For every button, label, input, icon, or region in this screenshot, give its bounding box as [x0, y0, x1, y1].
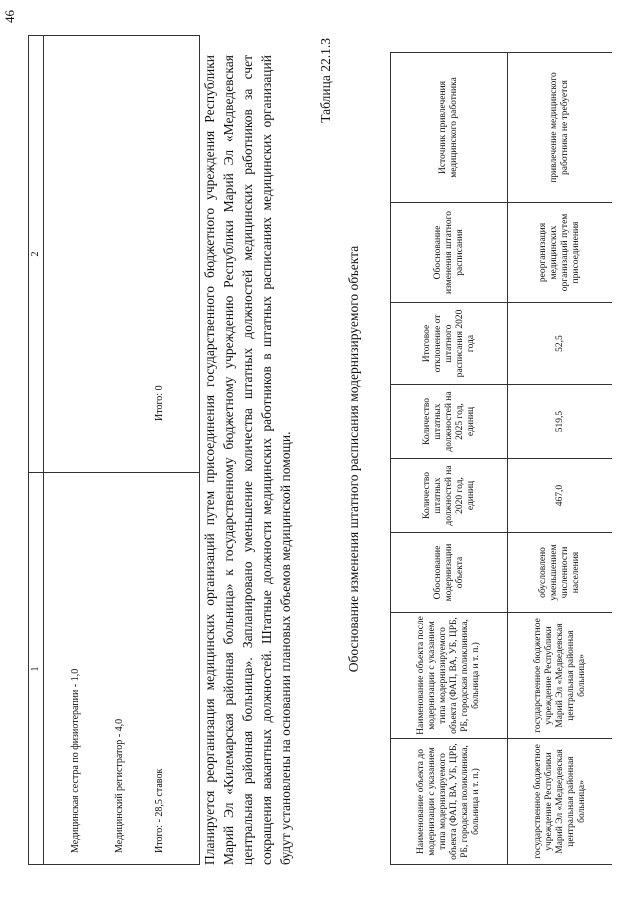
upper-table-column-divider	[28, 472, 200, 473]
body-paragraph: Планируется реорганизация медицинских организаций путем присоединения государственного бюджетного учреждения Республики Марий Эл «Килемарская районная больница» к государственному бюджетному учреждению Республики Марий Эл «Медведевская центральная районная больница». Запланировано уменьшение количества штатных должностей медицинских работников за счет сокращения вакантных должностей. Штатные должности медицинских работников в штатных расписаниях медицинских организаций будут установлены на основании плановых объемов медицинской помощи.	[202, 55, 293, 865]
header-positions-2025: Количество штатных должностей на 2025 год, единиц	[391, 385, 508, 459]
upper-table-border-left	[28, 864, 200, 865]
upper-table-col2-number: 2	[30, 251, 41, 257]
table-reference: Таблица 22.1.3	[318, 38, 333, 123]
upper-table-border-right	[28, 35, 200, 36]
cell-staffing-change-reason: реорганизация медицинских организаций путем присоединения	[508, 203, 613, 303]
header-modernization-reason: Обоснование модернизации объекта	[391, 533, 508, 613]
staffing-table	[390, 52, 612, 865]
upper-table-col1-number: 1	[30, 666, 41, 672]
cell-positions-2020: 467,0	[508, 459, 613, 533]
cell-positions-2025: 519,5	[508, 385, 613, 459]
upper-table-total: Итого: 0	[154, 385, 165, 421]
cell-object-before: государственное бюджетное учреждение Республики Марий Эл «Медведевская центральная районная больница»	[508, 739, 613, 865]
cell-worker-source: привлечение медицинского работника не требуется	[508, 53, 613, 203]
upper-table-line: Медицинская сестра по физиотерапии - 1,0	[70, 668, 81, 853]
header-object-before: Наименование объекта до модернизации с указанием типа модернизируемого объекта (ФАП, ВА, УБ, ЦРБ, РБ, городская поликлиника, больница и т. п.)	[391, 739, 508, 865]
header-staffing-change-reason: Обоснование изменения штатного расписания	[391, 203, 508, 303]
cell-modernization-reason: обусловлено уменьшением численности населения	[508, 533, 613, 613]
table-row	[508, 53, 613, 865]
cell-deviation: 52,5	[508, 303, 613, 385]
upper-table-line: Итого: - 28,5 ставок	[154, 768, 165, 853]
header-deviation: Итоговое отклонение от штатного расписания 2020 года	[391, 303, 508, 385]
header-worker-source: Источник привлечения медицинского работника	[391, 53, 508, 203]
upper-table-fragment	[28, 35, 200, 865]
cell-object-after: государственное бюджетное учреждение Республики Марий Эл «Медведевская центральная районная больница»	[508, 613, 613, 739]
header-object-after: Наименование объекта после модернизации с указанием типа модернизируемого объекта (ФАП, ВА, УБ, ЦРБ, РБ, городская поликлиника, больница и т. п.)	[391, 613, 508, 739]
upper-table-header-row	[28, 35, 44, 865]
table-header-row	[391, 53, 508, 865]
header-positions-2020: Количество штатных должностей на 2020 год, единиц	[391, 459, 508, 533]
table-title: Обоснование изменения штатного расписания модернизируемого объекта	[346, 245, 361, 673]
page-number: 46	[2, 10, 17, 23]
upper-table-line: Медицинский регистратор - 4,0	[114, 718, 125, 853]
